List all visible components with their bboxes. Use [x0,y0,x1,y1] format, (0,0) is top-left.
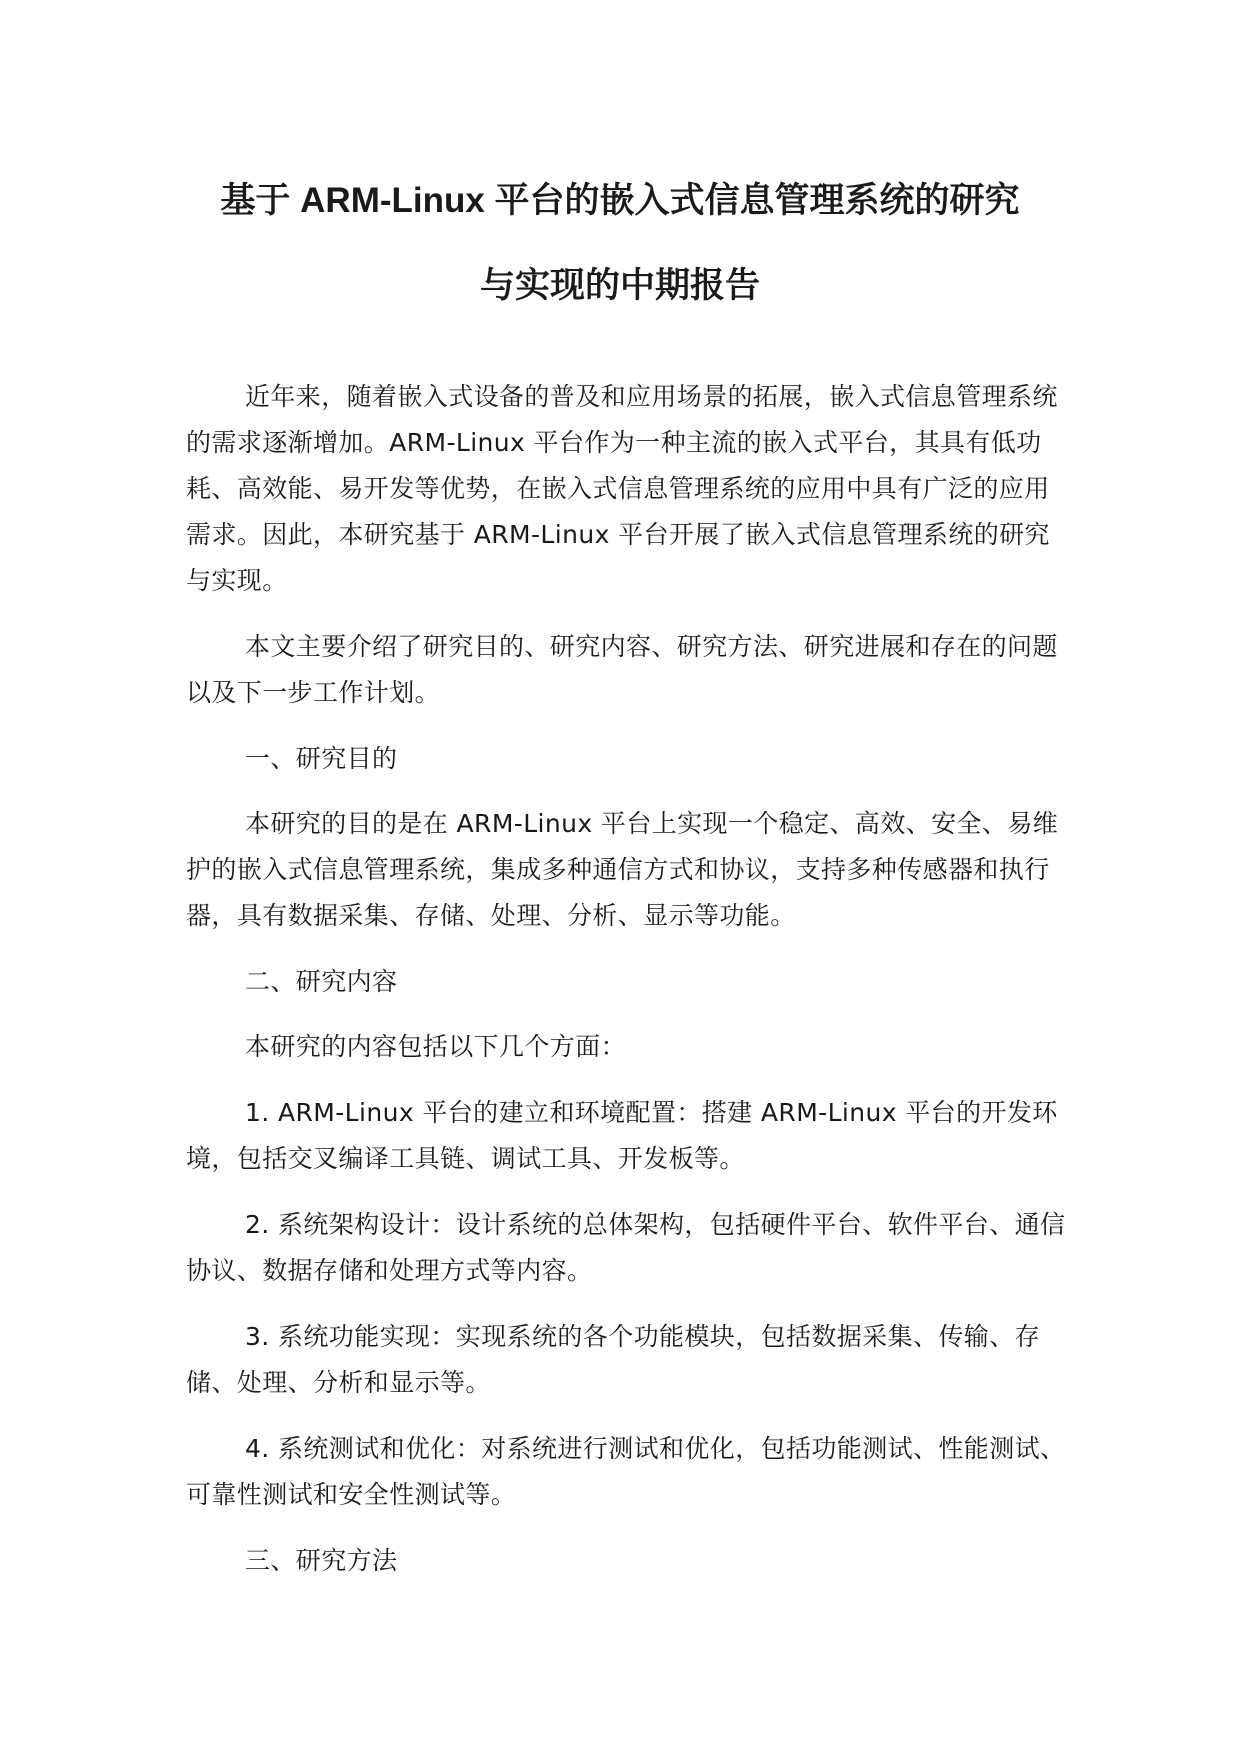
intro-paragraph-1: 近年来，随着嵌入式设备的普及和应用场景的拓展，嵌入式信息管理系统的需求逐渐增加。ARM-Linux 平台作为一种主流的嵌入式平台，其具有低功耗、高效能、易开发等优势，在嵌入式信息管理系统的应用中具有广泛的应用需求。因此，本研究基于 ARM-Linux 平台开展了嵌入式信息管理系统的研究与实现。 [186,382,1058,595]
document-title-line-1: 基于 ARM-Linux 平台的嵌入式信息管理系统的研究 [220,181,1020,220]
section-heading-purpose: 一、研究目的 [245,744,398,773]
intro-paragraph-2: 本文主要介绍了研究目的、研究内容、研究方法、研究进展和存在的问题以及下一步工作计划。 [186,632,1058,707]
section-purpose-paragraph: 本研究的目的是在 ARM-Linux 平台上实现一个稳定、高效、安全、易维护的嵌入式信息管理系统，集成多种通信方式和协议，支持多种传感器和执行器，具有数据采集、存储、处理、分析、显示等功能。 [186,809,1059,930]
section-heading-content: 二、研究内容 [245,967,398,996]
content-item-3: 3. 系统功能实现：实现系统的各个功能模块，包括数据采集、传输、存储、处理、分析和显示等。 [186,1322,1041,1397]
document-title-line-2: 与实现的中期报告 [479,266,760,305]
section-content-intro: 本研究的内容包括以下几个方面： [245,1032,627,1061]
content-item-1: 1. ARM-Linux 平台的建立和环境配置：搭建 ARM-Linux 平台的开发环境，包括交叉编译工具链、调试工具、开发板等。 [186,1098,1058,1173]
content-item-2: 2. 系统架构设计：设计系统的总体架构，包括硬件平台、软件平台、通信协议、数据存储和处理方式等内容。 [186,1210,1066,1285]
document-body [186,374,1066,1603]
section-heading-method: 三、研究方法 [245,1546,398,1575]
content-item-4: 4. 系统测试和优化：对系统进行测试和优化，包括功能测试、性能测试、可靠性测试和安全性测试等。 [186,1434,1066,1509]
